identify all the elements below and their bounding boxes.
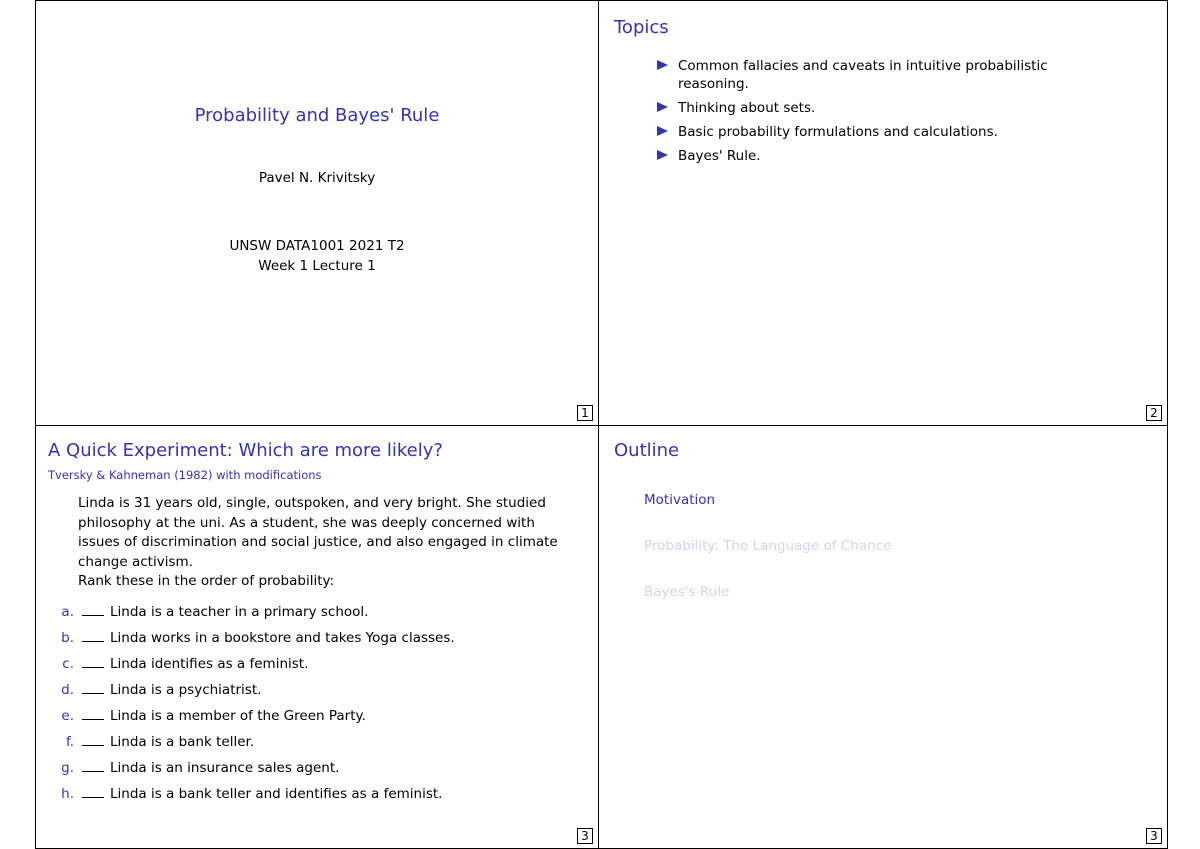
outline-list <box>644 492 891 630</box>
lecture-line: Week 1 Lecture 1 <box>258 258 376 274</box>
triangle-bullet-icon <box>657 126 668 136</box>
option-label: a. <box>61 604 74 620</box>
page-number: 3 <box>1146 828 1162 844</box>
option-text: Linda works in a bookstore and takes Yoga classes. <box>110 630 455 646</box>
option-text: Linda is a bank teller. <box>110 734 255 750</box>
frame-title: Topics <box>614 17 669 38</box>
rank-blank <box>82 707 104 720</box>
rank-blank <box>82 759 104 772</box>
page-number: 2 <box>1146 405 1162 421</box>
option-item <box>50 681 570 707</box>
option-text: Linda is a teacher in a primary school. <box>110 604 369 620</box>
slide-experiment <box>35 425 599 849</box>
topic-item <box>657 147 1077 165</box>
frame-subtitle: Tversky & Kahneman (1982) with modifications <box>48 468 322 482</box>
scenario-block <box>78 494 558 592</box>
triangle-bullet-icon <box>657 60 668 70</box>
frame-title: Outline <box>614 440 680 461</box>
institution-block <box>36 236 598 276</box>
option-item <box>50 603 570 629</box>
option-label: h. <box>61 786 74 802</box>
topic-text: Common fallacies and caveats in intuitive probabilistic reasoning. <box>678 58 1048 92</box>
option-text: Linda identifies as a feminist. <box>110 656 309 672</box>
page-number: 1 <box>577 405 593 421</box>
topics-list <box>657 57 1077 171</box>
option-item <box>50 629 570 655</box>
slide-title <box>35 0 599 426</box>
ranking-instruction: Rank these in the order of probability: <box>78 573 335 589</box>
outline-item-probability: Probability: The Language of Chance <box>644 538 892 554</box>
page-number: 3 <box>577 828 593 844</box>
option-item <box>50 733 570 759</box>
rank-blank <box>82 681 104 694</box>
option-item <box>50 759 570 785</box>
rank-blank <box>82 733 104 746</box>
topic-item <box>657 57 1077 93</box>
options-list <box>50 603 570 811</box>
outline-item-bayes-rule: Bayes's Rule <box>644 584 730 600</box>
option-label: g. <box>61 760 74 776</box>
option-label: e. <box>61 708 74 724</box>
topic-text: Basic probability formulations and calculations. <box>678 124 998 140</box>
rank-blank <box>82 655 104 668</box>
option-label: b. <box>61 630 74 646</box>
slide-handout-sheet <box>35 0 1168 849</box>
option-item <box>50 655 570 681</box>
outline-item-motivation: Motivation <box>644 492 716 508</box>
rank-blank <box>82 785 104 798</box>
presentation-title: Probability and Bayes' Rule <box>194 105 440 126</box>
slide-topics <box>598 0 1168 426</box>
triangle-bullet-icon <box>657 150 668 160</box>
scenario-paragraph: Linda is 31 years old, single, outspoken, and very bright. She studied philosophy at the uni. As a student, she was deeply concerned with issues of discrimination and social justice, and also engaged in climate change activism. <box>78 495 558 570</box>
frame-title: A Quick Experiment: Which are more likely? <box>48 440 443 461</box>
rank-blank <box>82 603 104 616</box>
topic-text: Thinking about sets. <box>678 100 816 116</box>
option-text: Linda is a bank teller and identifies as a feminist. <box>110 786 443 802</box>
rank-blank <box>82 629 104 642</box>
triangle-bullet-icon <box>657 102 668 112</box>
topic-text: Bayes' Rule. <box>678 148 761 164</box>
option-text: Linda is an insurance sales agent. <box>110 760 340 776</box>
course-line: UNSW DATA1001 2021 T2 <box>229 238 405 254</box>
topic-item <box>657 99 1077 117</box>
topic-item <box>657 123 1077 141</box>
option-item <box>50 707 570 733</box>
option-label: f. <box>65 734 74 750</box>
option-text: Linda is a psychiatrist. <box>110 682 262 698</box>
option-label: c. <box>62 656 74 672</box>
option-text: Linda is a member of the Green Party. <box>110 708 366 724</box>
slide-outline <box>598 425 1168 849</box>
option-item <box>50 785 570 811</box>
option-label: d. <box>61 682 74 698</box>
author-name: Pavel N. Krivitsky <box>258 170 376 186</box>
